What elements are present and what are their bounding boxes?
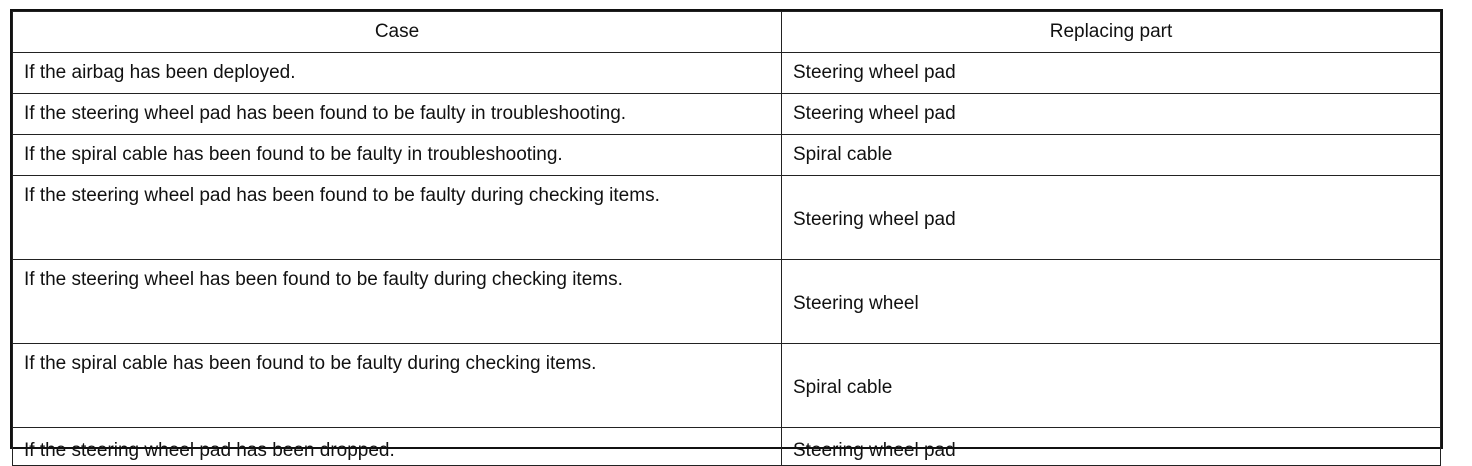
- case-cell: If the steering wheel pad has been dropped.: [13, 428, 782, 466]
- replacing-part-cell: Steering wheel: [782, 260, 1441, 344]
- table-row: [13, 176, 1441, 260]
- table-header-row: [13, 12, 1441, 53]
- table-row: [13, 260, 1441, 344]
- table-row: [13, 53, 1441, 94]
- replacing-part-cell: Steering wheel pad: [782, 53, 1441, 94]
- replacement-table-frame: [10, 9, 1443, 461]
- replacement-table: [12, 11, 1441, 466]
- replacing-part-cell: Spiral cable: [782, 135, 1441, 176]
- case-cell: If the airbag has been deployed.: [13, 53, 782, 94]
- table-row: [13, 94, 1441, 135]
- header-case: Case: [13, 12, 782, 53]
- table-row: [13, 135, 1441, 176]
- replacing-part-cell: Spiral cable: [782, 344, 1441, 428]
- replacing-part-cell: Steering wheel pad: [782, 94, 1441, 135]
- case-cell: If the steering wheel pad has been found to be faulty in troubleshooting.: [13, 94, 782, 135]
- case-cell: If the steering wheel pad has been found to be faulty during checking items.: [13, 176, 782, 260]
- replacing-part-cell: Steering wheel pad: [782, 428, 1441, 466]
- replacing-part-cell: Steering wheel pad: [782, 176, 1441, 260]
- case-cell: If the steering wheel has been found to be faulty during checking items.: [13, 260, 782, 344]
- case-cell: If the spiral cable has been found to be faulty during checking items.: [13, 344, 782, 428]
- table-row: [13, 344, 1441, 428]
- case-cell: If the spiral cable has been found to be faulty in troubleshooting.: [13, 135, 782, 176]
- header-replacing-part: Replacing part: [782, 12, 1441, 53]
